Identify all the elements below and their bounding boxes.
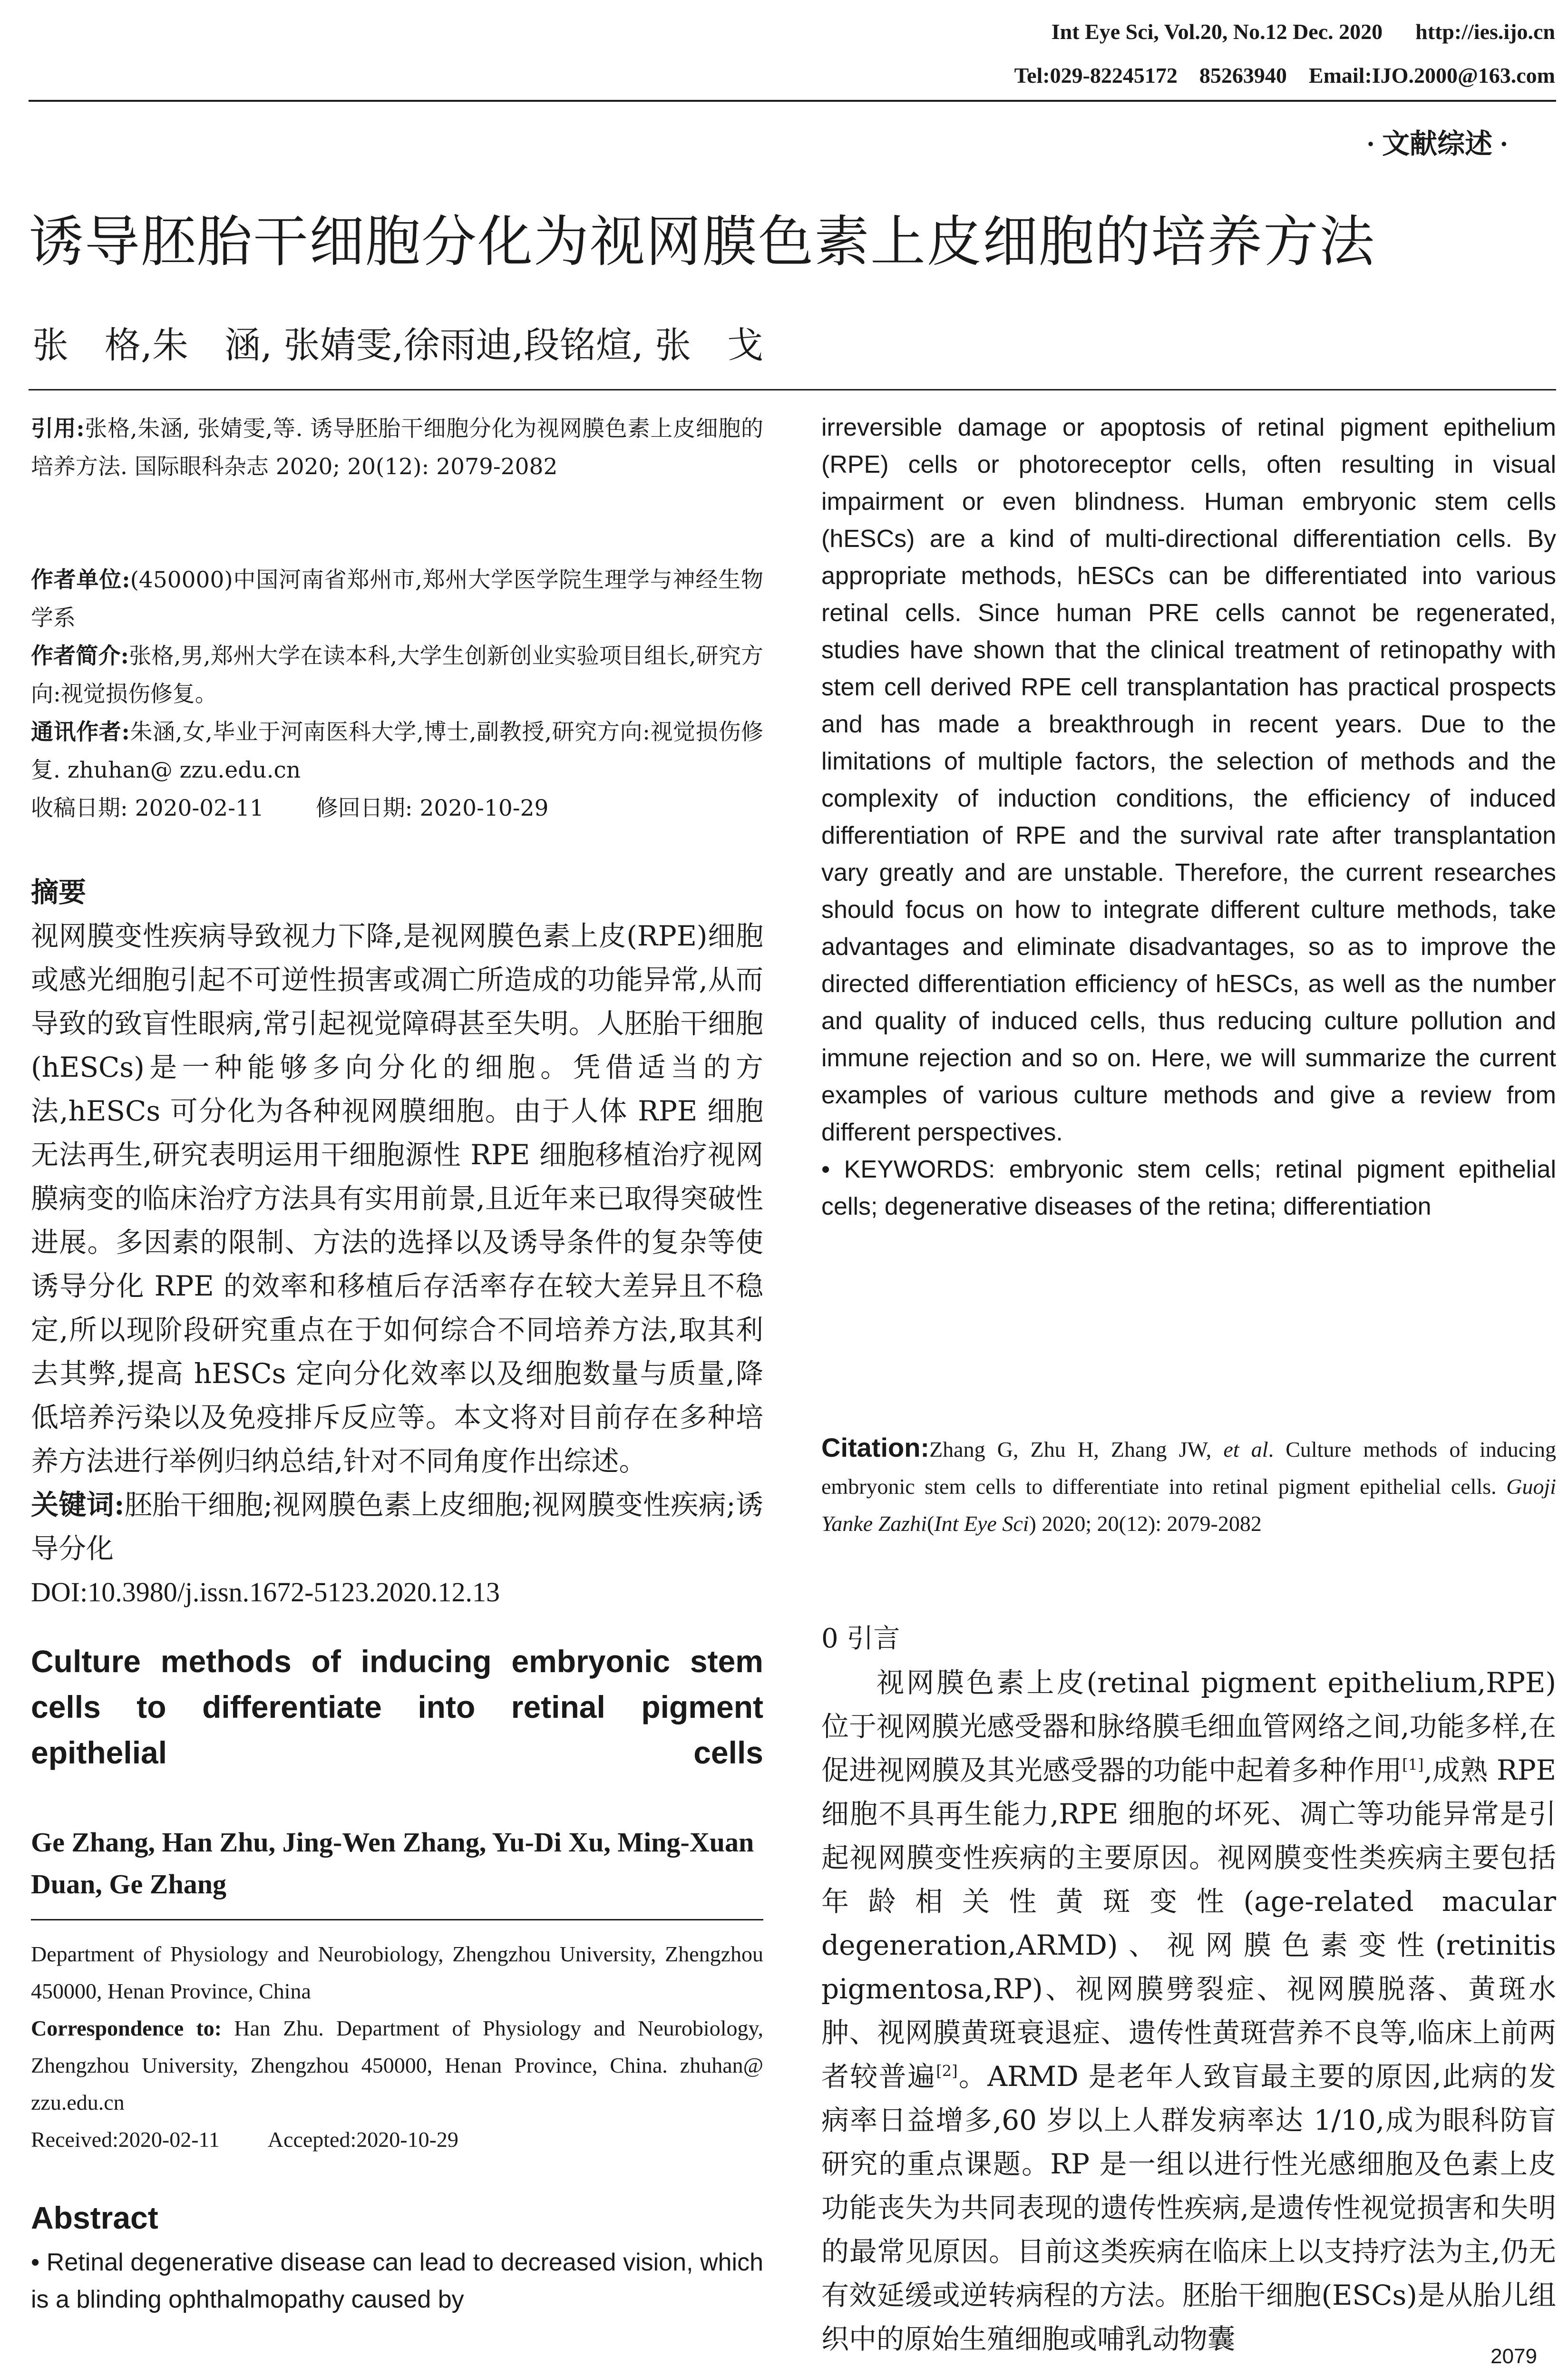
citation-cn-label: 引用:: [31, 416, 85, 442]
intro-text-1: 视网膜色素上皮(retinal pigment epithelium,RPE)位于视网膜光感受器和脉络膜毛细血管网络之间,功能多样,在促进视网膜及其光感受器的功能中起着多种作用: [821, 1666, 1556, 1786]
affiliation-en: Department of Physiology and Neurobiology, Zhengzhou University, Zhengzhou 450000, Henan Province, China: [31, 1942, 763, 2003]
keywords-cn-text: 胚胎干细胞;视网膜色素上皮细胞;视网膜变性疾病;诱导分化: [31, 1489, 763, 1565]
journal-header-line: Int Eye Sci, Vol.20, No.12 Dec. 2020 http://ies.ijo.cn: [1051, 19, 1555, 44]
affiliation-cn-text: (450000)中国河南省郑州市,郑州大学医学院生理学与神经生物学系: [31, 567, 764, 631]
intro-text-2: ,成熟 RPE 细胞不具再生能力,RPE 细胞的坏死、凋亡等功能异常是引起视网膜变性疾病的主要原因。视网膜变性类疾病主要包括年龄相关性黄斑变性(age-related macular degeneration,ARMD)、视网膜色素变性(retinitis pigmentosa,RP)、视网膜劈裂症、视网膜脱落、黄斑水肿、视网膜黄斑衰退症、遗传性黄斑营养不良等,临床上前两者较普遍: [821, 1754, 1556, 2093]
page-title: 诱导胚胎干细胞分化为视网膜色素上皮细胞的培养方法: [29, 210, 1375, 274]
affiliation-cn-label: 作者单位:: [31, 567, 130, 593]
affiliation-cn: [31, 561, 763, 637]
citation-en-etal: et al: [1223, 1437, 1268, 1461]
citation-en-title: . Culture methods of inducing embryonic stem cells to differentiate into retinal pigment epithelial cells.: [821, 1437, 1556, 1499]
title-en: Culture methods of inducing embryonic stem cells to differentiate into retinal pigment epithelial cells: [31, 1644, 763, 1770]
section-tag: · 文献综述 ·: [1366, 128, 1509, 159]
dates-cn: 收稿日期: 2020-02-11 修回日期: 2020-10-29: [31, 795, 549, 821]
authors-en: Ge Zhang, Han Zhu, Jing-Wen Zhang, Yu-Di Xu, Ming-Xuan Duan, Ge Zhang: [31, 1827, 754, 1900]
affiliation-block-en: [31, 1936, 763, 2158]
citation-en-journal: Guoji Yanke Zazhi: [821, 1474, 1556, 1536]
corresponding-cn-text: 朱涵,女,毕业于河南医科大学,博士,副教授,研究方向:视觉损伤修复. zhuhan@ zzu.edu.cn: [31, 719, 763, 783]
correspondence-en: [31, 2010, 763, 2121]
authors-en-rule: [31, 1919, 763, 1920]
authors-cn: 张 格,朱 涵, 张婧雯,徐雨迪,段铭煊, 张 戈: [32, 324, 764, 366]
abstract-en-continued: irreversible damage or apoptosis of retinal pigment epithelium (RPE) cells or photoreceptor cells, often resulting in visual impairment or even blindness. Human embryonic stem cells (hESCs) are a kind of multi-directional differentiation cells. By appropriate methods, hESCs can be differentiated into various retinal cells. Since human PRE cells cannot be regenerated, studies have shown that the clinical treatment of retinopathy with stem cell derived RPE cell transplantation has practical prospects and has made a breakthrough in recent years. Due to the limitations of multiple factors, the selection of methods and the complexity of induction conditions, the efficiency of induced differentiation of RPE and the survival rate after transplantation vary greatly and are unstable. Therefore, the current researches should focus on how to integrate different culture methods, take advantages and eliminate disadvantages, so as to improve the directed differentiation efficiency of hESCs, as well as the number and quality of induced cells, thus reducing culture pollution and immune rejection and so on. Here, we will summarize the current examples of various culture methods and give a review from different perspectives.: [821, 414, 1556, 1146]
citation-en: [821, 1429, 1556, 1542]
page-number: 2079: [1490, 2345, 1537, 2368]
citation-en-rest: ) 2020; 20(12): 2079-2082: [1029, 1511, 1262, 1536]
abstract-en-text-left: • Retinal degenerative disease can lead to decreased vision, which is a blinding ophthalmopathy caused by: [31, 2244, 763, 2318]
citation-en-label: Citation:: [821, 1432, 930, 1462]
abstract-en-heading: Abstract: [31, 2200, 158, 2235]
keywords-en-text: embryonic stem cells; retinal pigment epithelial cells; degenerative diseases of the retina; differentiation: [821, 1156, 1557, 1220]
intro-text-3: 。ARMD 是老年人致盲最主要的原因,此病的发病率日益增多,60 岁以上人群发病率达 1/10,成为眼科防盲研究的重点课题。RP 是一组以进行性光感细胞及色素上皮功能丧失为共同表现的遗传性疾病,是遗传性视觉损害和失明的最常见原因。目前这类疾病在临床上以支持疗法为主,仍无有效延缓或逆转病程的方法。胚胎干细胞(ESCs)是从胎儿组织中的原始生殖细胞或哺乳动物囊: [821, 2060, 1556, 2355]
keywords-en: [821, 1151, 1556, 1225]
corresponding-cn: [31, 713, 763, 789]
dates-en: Received:2020-02-11 Accepted:2020-10-29: [31, 2127, 458, 2152]
author-bio-cn-text: 张格,男,郑州大学在读本科,大学生创新创业实验项目组长,研究方向:视觉损伤修复。: [31, 643, 763, 707]
citation-en-journal-en: Int Eye Sci: [934, 1511, 1029, 1536]
doi: DOI:10.3980/j.issn.1672-5123.2020.12.13: [31, 1577, 500, 1607]
keywords-en-label: KEYWORDS:: [844, 1156, 995, 1183]
introduction: [821, 1617, 1556, 2361]
author-bio-cn: [31, 637, 763, 713]
abstract-en-text-right: [821, 409, 1556, 1225]
abstract-cn: [31, 870, 763, 1614]
citation-cn-text: 张格,朱涵, 张婧雯,等. 诱导胚胎干细胞分化为视网膜色素上皮细胞的培养方法. 国际眼科杂志 2020; 20(12): 2079-2082: [31, 416, 763, 480]
citation-en-authors: Zhang G, Zhu H, Zhang JW,: [929, 1437, 1224, 1461]
correspondence-en-text: Han Zhu. Department of Physiology and Neurobiology, Zhengzhou University, Zhengzhou 450000, Henan Province, China. zhuhan@ zzu.edu.cn: [31, 2016, 763, 2114]
citation-en-paren-open: (: [926, 1511, 935, 1536]
intro-ref-1: [1]: [1402, 1755, 1424, 1774]
corresponding-cn-label: 通讯作者:: [31, 719, 130, 745]
contact-header-line: Tel:029-82245172 85263940 Email:IJO.2000@163.com: [1014, 63, 1555, 88]
citation-cn: [31, 410, 763, 486]
header-rule: [29, 100, 1556, 102]
intro-paragraph: [821, 1661, 1556, 2361]
intro-heading: 0 引言: [821, 1623, 900, 1654]
abstract-cn-heading: 摘要: [31, 876, 87, 908]
correspondence-en-label: Correspondence to:: [31, 2016, 222, 2040]
intro-ref-2: [2]: [936, 2062, 958, 2080]
author-info-cn: [31, 561, 763, 828]
author-bio-cn-label: 作者简介:: [31, 643, 129, 669]
keywords-cn-label: 关键词:: [31, 1489, 125, 1521]
title-rule: [29, 389, 1556, 390]
abstract-cn-text: 视网膜变性疾病导致视力下降,是视网膜色素上皮(RPE)细胞或感光细胞引起不可逆性损害或凋亡所造成的功能异常,从而导致的致盲性眼病,常引起视觉障碍甚至失明。人胚胎干细胞(hESCs)是一种能够多向分化的细胞。凭借适当的方法,hESCs 可分化为各种视网膜细胞。由于人体 RPE 细胞无法再生,研究表明运用干细胞源性 RPE 细胞移植治疗视网膜病变的临床治疗方法具有实用前景,且近年来已取得突破性进展。多因素的限制、方法的选择以及诱导条件的复杂等使诱导分化 RPE 的效率和移植后存活率存在较大差异且不稳定,所以现阶段研究重点在于如何综合不同培养方法,取其利去其弊,提高 hESCs 定向分化效率以及细胞数量与质量,降低培养污染以及免疫排斥反应等。本文将对目前存在多种培养方法进行举例归纳总结,针对不同角度作出综述。: [31, 920, 763, 1477]
